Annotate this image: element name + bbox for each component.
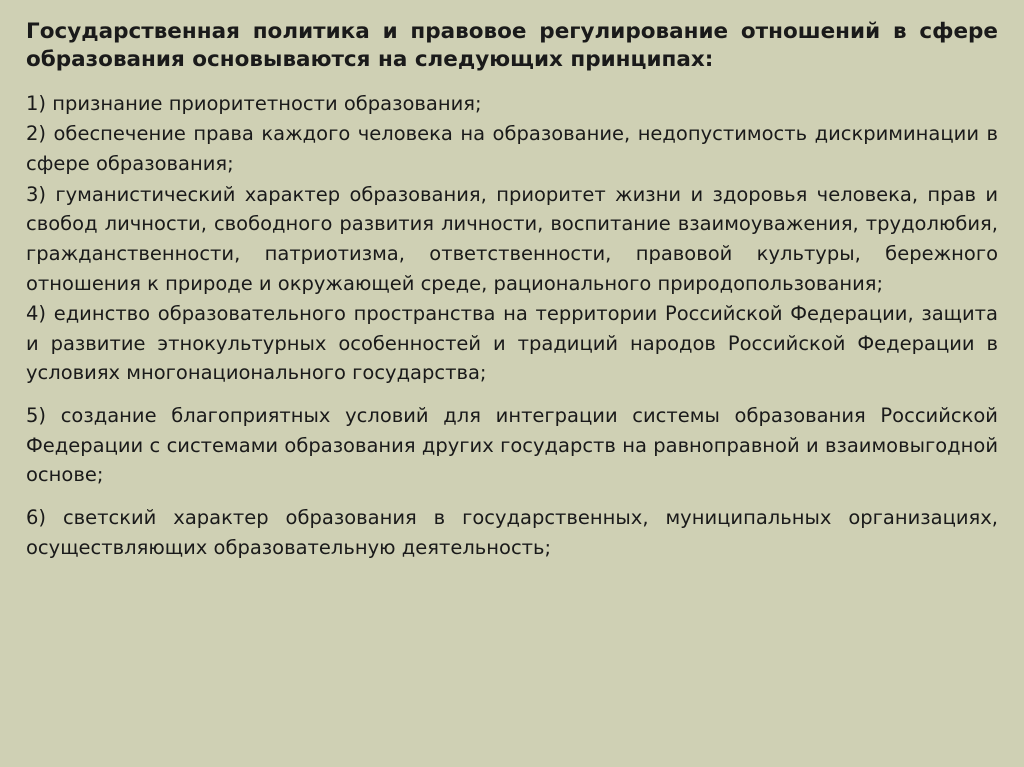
list-item: 2) обеспечение права каждого человека на образование, недопустимость дискриминации в сфере образования;: [26, 122, 998, 175]
page-title: Государственная политика и правовое регулирование отношений в сфере образования основываются на следующих принципах:: [26, 19, 998, 73]
principles-list: [24, 89, 1000, 562]
list-item: 4) единство образовательного пространства на территории Российской Федерации, защита и развитие этнокультурных особенностей и традиций народов Российской Федерации в условиях многонационального государства;: [26, 302, 998, 385]
list-item: 3) гуманистический характер образования, приоритет жизни и здоровья человека, прав и свобод личности, свободного развития личности, воспитание взаимоуважения, трудолюбия, гражданственности, патриотизма, ответственности, правовой культуры, бережного отношения к природе и окружающей среде, рационального природопользования;: [26, 182, 998, 295]
list-item: 6) светский характер образования в государственных, муниципальных организациях, осуществляющих образовательную деятельность;: [26, 505, 998, 559]
list-item: 5) создание благоприятных условий для интеграции системы образования Российской Федерации с системами образования других государств на равноправной и взаимовыгодной основе;: [26, 404, 998, 487]
list-item: 1) признание приоритетности образования;: [26, 91, 482, 115]
